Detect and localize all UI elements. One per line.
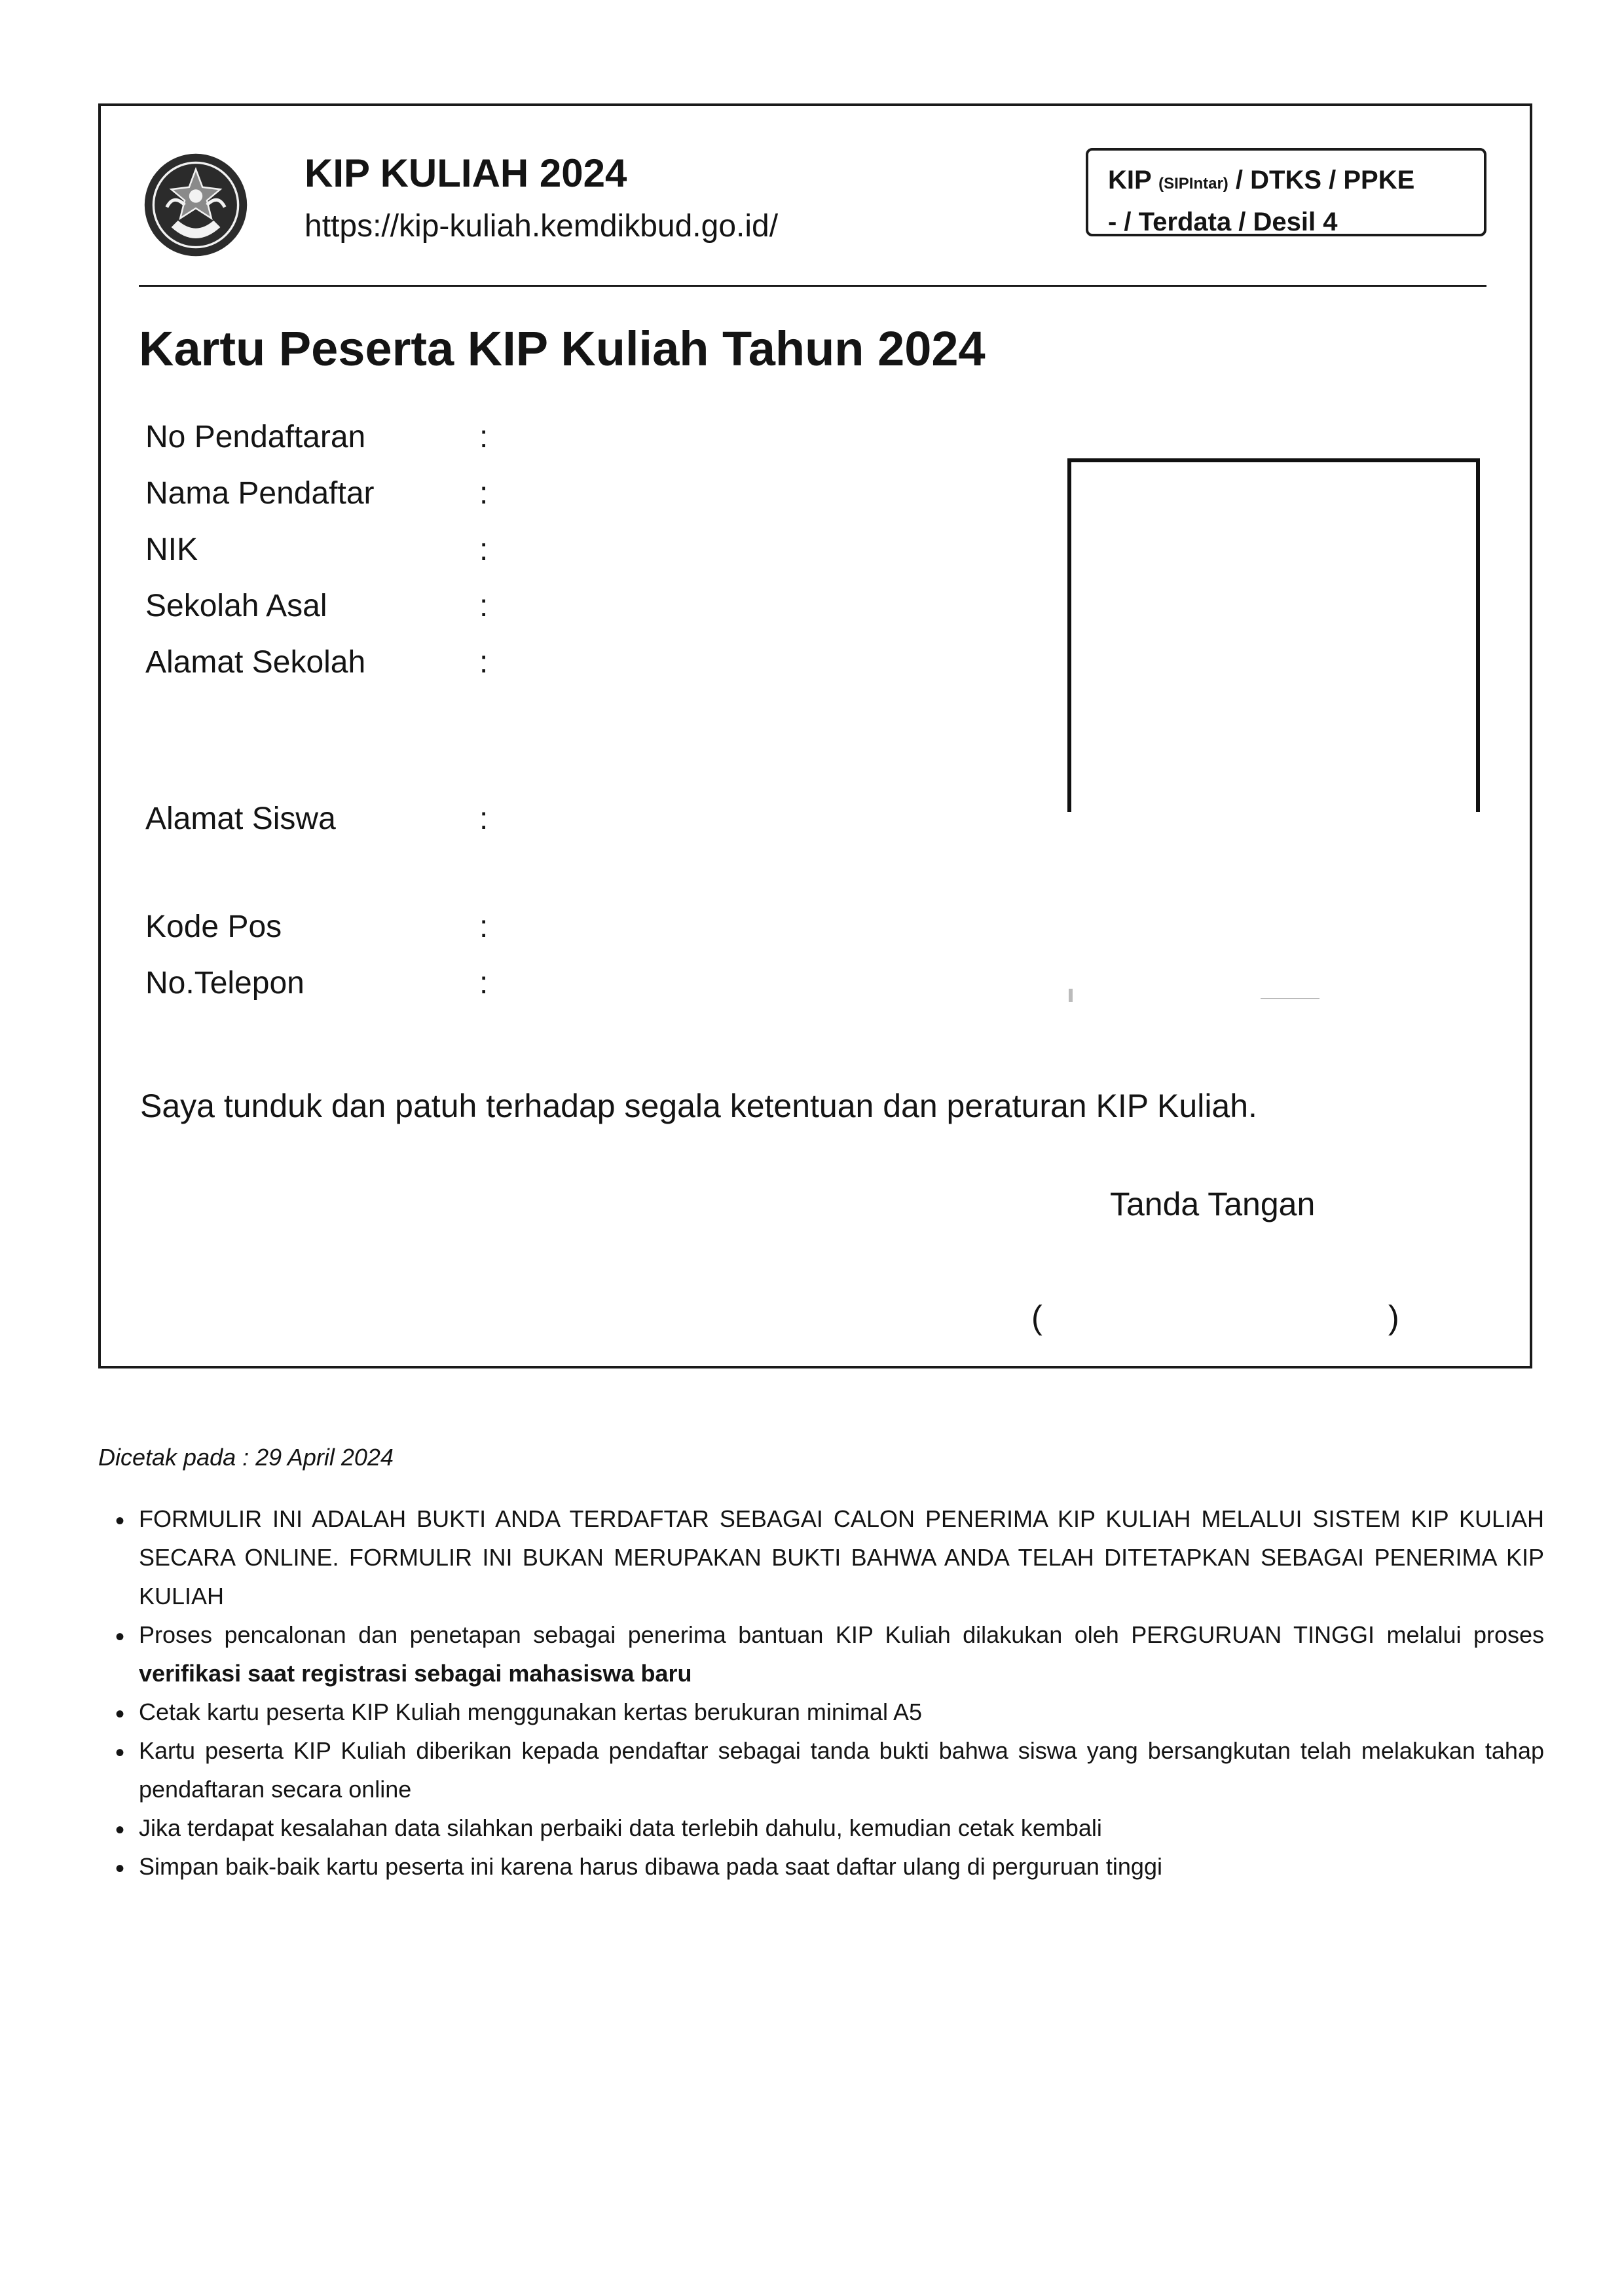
scan-speck <box>1261 998 1320 999</box>
field-label: Alamat Sekolah <box>145 645 366 680</box>
field-label: Nama Pendaftar <box>145 476 375 511</box>
note-item: • Simpan baik-baik kartu peserta ini karena harus dibawa pada saat daftar ulang di perguruan tinggi <box>110 1847 1544 1886</box>
status-kip: KIP <box>1108 166 1151 194</box>
signature-label: Tanda Tangan <box>1110 1186 1316 1222</box>
field-colon: : <box>479 966 489 1001</box>
status-sipintar: (SIPIntar) <box>1158 175 1228 193</box>
field-label: No.Telepon <box>145 966 304 1001</box>
app-url: https://kip-kuliah.kemdikbud.go.id/ <box>304 209 779 244</box>
field-colon: : <box>479 420 489 454</box>
field-colon: : <box>479 909 489 944</box>
card-title: Kartu Peserta KIP Kuliah Tahun 2024 <box>139 321 986 376</box>
notes-list <box>110 1499 1544 1886</box>
field-label: Kode Pos <box>145 909 282 944</box>
agreement-statement: Saya tunduk dan patuh terhadap segala ketentuan dan peraturan KIP Kuliah. <box>140 1088 1257 1124</box>
note-item: • Jika terdapat kesalahan data silahkan perbaiki data terlebih dahulu, kemudian cetak kembali <box>110 1808 1544 1847</box>
field-label: Alamat Siswa <box>145 801 336 836</box>
photo-frame <box>1067 458 1480 812</box>
scan-speck <box>1069 989 1073 1002</box>
status-desil: - / Terdata / Desil 4 <box>1108 208 1338 236</box>
app-name: KIP KULIAH 2024 <box>304 151 627 195</box>
note-emphasis: verifikasi saat registrasi sebagai mahasiswa baru <box>139 1660 692 1687</box>
signature-open-paren: ( <box>1031 1299 1043 1336</box>
field-colon: : <box>479 476 489 511</box>
printed-date: Dicetak pada : 29 April 2024 <box>98 1444 394 1471</box>
status-badge <box>1086 148 1486 236</box>
note-item: • Proses pencalonan dan penetapan sebagai penerima bantuan KIP Kuliah dilakukan oleh PERGURUAN TINGGI melalui proses verifikasi saat registrasi sebagai mahasiswa baru <box>110 1615 1544 1693</box>
field-label: No Pendaftaran <box>145 420 366 454</box>
tut-wuri-handayani-logo-icon <box>140 149 251 261</box>
field-label: NIK <box>145 532 198 567</box>
field-colon: : <box>479 589 489 623</box>
field-colon: : <box>479 645 489 680</box>
field-colon: : <box>479 532 489 567</box>
header-divider <box>139 285 1486 287</box>
status-dtks-ppke: / DTKS / PPKE <box>1235 166 1415 194</box>
field-label: Sekolah Asal <box>145 589 327 623</box>
signature-close-paren: ) <box>1388 1299 1399 1336</box>
note-item: • Cetak kartu peserta KIP Kuliah menggunakan kertas berukuran minimal A5 <box>110 1693 1544 1731</box>
field-colon: : <box>479 801 489 836</box>
note-item: • FORMULIR INI ADALAH BUKTI ANDA TERDAFTAR SEBAGAI CALON PENERIMA KIP KULIAH MELALUI SISTEM KIP KULIAH SECARA ONLINE. FORMULIR INI BUKAN MERUPAKAN BUKTI BAHWA ANDA TELAH DITETAPKAN SEBAGAI PENERIMA KIP KULIAH <box>110 1499 1544 1615</box>
note-item: • Kartu peserta KIP Kuliah diberikan kepada pendaftar sebagai tanda bukti bahwa siswa yang bersangkutan telah melakukan tahap pendaftaran secara online <box>110 1731 1544 1808</box>
